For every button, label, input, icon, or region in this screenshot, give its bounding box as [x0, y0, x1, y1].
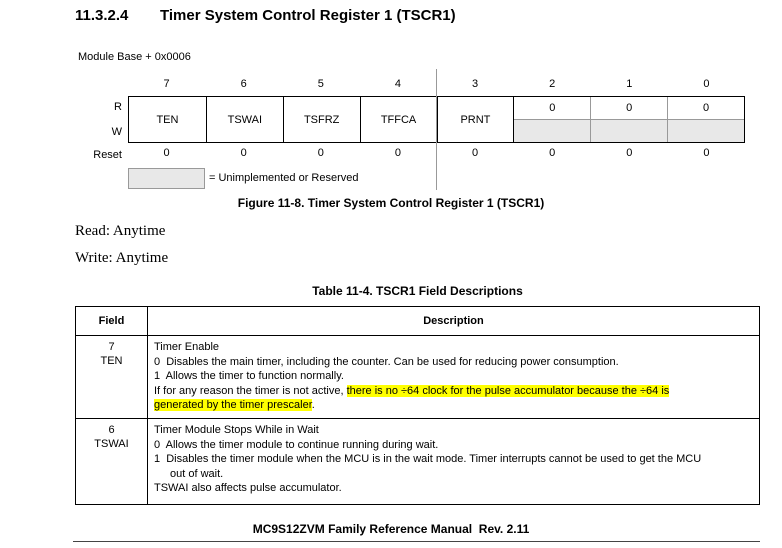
unimplemented-write-cell [514, 119, 590, 142]
bit-number: 2 [549, 78, 556, 90]
reset-value: 0 [317, 147, 324, 159]
reset-value: 0 [626, 147, 633, 159]
read-value: 0 [703, 102, 710, 114]
bit-number: 3 [472, 78, 479, 90]
bit-number: 1 [626, 78, 633, 90]
table-caption: Table 11-4. TSCR1 Field Descriptions [312, 284, 523, 298]
field-option-1: 1 Allows the timer to function normally. [154, 370, 344, 383]
module-base-label: Module Base + 0x0006 [78, 51, 191, 63]
reset-value: 0 [703, 147, 710, 159]
table-row-ten [76, 335, 759, 418]
register-bit1-reserved-cell [590, 97, 667, 142]
field-title: Timer Module Stops While in Wait [154, 424, 319, 436]
note-text: If for any reason the timer is not active, [154, 384, 347, 397]
field-name: TSWAI [94, 438, 129, 450]
field-option-0: 0 Allows the timer module to continue running during wait. [154, 438, 439, 451]
field-note [154, 384, 754, 413]
field-title: Timer Enable [154, 341, 220, 353]
section-title: Timer System Control Register 1 (TSCR1) [160, 7, 456, 24]
reset-value: 0 [240, 147, 247, 159]
field-description-table [75, 306, 760, 505]
register-field-tsfrz: TSFRZ [283, 97, 360, 142]
bit-number: 6 [240, 78, 247, 90]
field-bit: 6 [108, 424, 115, 436]
bit-number: 5 [317, 78, 324, 90]
read-value: 0 [549, 102, 556, 114]
note-text: . [311, 399, 315, 412]
reset-value: 0 [472, 147, 479, 159]
field-option-1: 1 Disables the timer module when the MCU is in the wait mode. Timer interrupts cannot be used to get the MCU [154, 453, 702, 466]
table-row-tswai [76, 418, 759, 504]
read-value: 0 [626, 102, 633, 114]
reset-value: 0 [549, 147, 556, 159]
field-cell [76, 336, 148, 418]
footer-rule [73, 541, 760, 542]
register-field-prnt: PRNT [437, 97, 514, 142]
field-cell [76, 419, 148, 504]
bit-number: 0 [703, 78, 710, 90]
figure-caption: Figure 11-8. Timer System Control Register 1 (TSCR1) [237, 196, 545, 210]
reset-row-label: Reset [93, 149, 122, 161]
unimplemented-write-cell [668, 119, 744, 142]
write-access-note: Write: Anytime [75, 250, 169, 266]
bit-number: 7 [163, 78, 170, 90]
register-field-tswai: TSWAI [206, 97, 283, 142]
register-bit2-reserved-cell [513, 97, 590, 142]
reset-value: 0 [394, 147, 401, 159]
change-bar [436, 69, 437, 190]
read-access-note: Read: Anytime [75, 223, 166, 239]
register-bit0-reserved-cell [667, 97, 744, 142]
description-cell [148, 419, 759, 504]
highlighted-text: generated by the timer prescaler [154, 399, 312, 412]
field-column-header: Field [76, 307, 148, 335]
register-field-tffca: TFFCA [360, 97, 437, 142]
field-name: TEN [100, 355, 123, 367]
unimplemented-write-cell [591, 119, 667, 142]
field-note: TSWAI also affects pulse accumulator. [154, 482, 342, 495]
description-column-header: Description [423, 315, 484, 327]
table-header-row [76, 307, 759, 335]
field-bit: 7 [108, 341, 115, 353]
description-cell [148, 336, 759, 418]
unimplemented-legend-swatch [128, 168, 205, 189]
footer-text: MC9S12ZVM Family Reference Manual Rev. 2.11 [252, 522, 530, 536]
bit-number: 4 [394, 78, 401, 90]
reset-value: 0 [163, 147, 170, 159]
read-row-label: R [114, 101, 122, 113]
register-field-ten: TEN [156, 113, 179, 126]
write-row-label: W [111, 126, 122, 138]
field-option-1-continued: out of wait. [170, 467, 224, 480]
section-number: 11.3.2.4 [75, 7, 129, 24]
section-heading [75, 7, 456, 24]
highlighted-text: there is no ÷64 clock for the pulse accumulator because the ÷64 is [346, 384, 670, 397]
field-option-0: 0 Disables the main timer, including the counter. Can be used for reducing power consumption. [154, 355, 619, 368]
unimplemented-legend-label: = Unimplemented or Reserved [209, 172, 359, 184]
